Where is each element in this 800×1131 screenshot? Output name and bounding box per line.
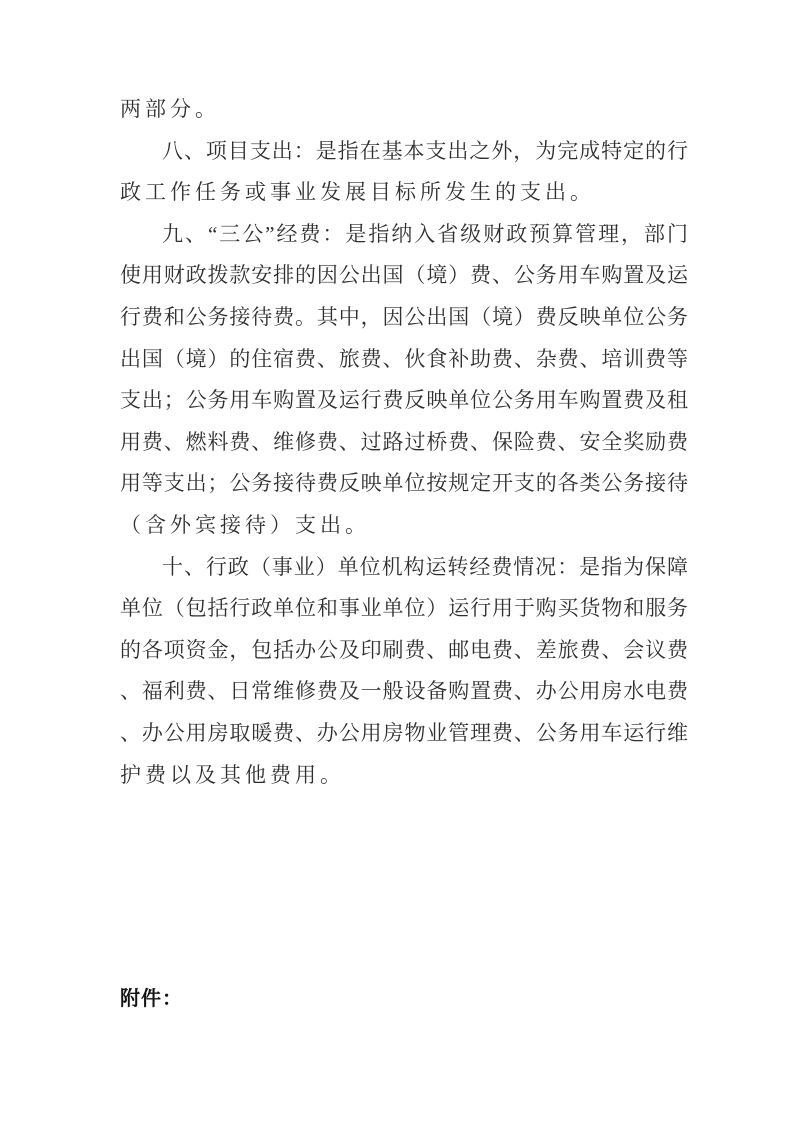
text-line: 出国（境）的住宿费、旅费、伙食补助费、杂费、培训费等 [120, 346, 688, 371]
text-line: 八、项目支出：是指在基本支出之外，为完成特定的行 [162, 138, 688, 163]
text-line: 、福利费、日常维修费及一般设备购置费、办公用房水电费 [120, 679, 688, 704]
text-line: 用费、燃料费、维修费、过路过桥费、保险费、安全奖励费 [120, 429, 688, 454]
text-line: 十、行政（事业）单位机构运转经费情况：是指为保障 [162, 554, 688, 579]
attachment-heading: 附件： [120, 988, 183, 1010]
text-line: 的各项资金，包括办公及印刷费、邮电费、差旅费、会议费 [120, 637, 688, 662]
text-line: 、办公用房取暖费、办公用房物业管理费、公务用车运行维 [120, 720, 688, 745]
text-line: 使用财政拨款安排的因公出国（境）费、公务用车购置及运 [120, 263, 688, 288]
text-line: 九、“三公”经费：是指纳入省级财政预算管理，部门 [162, 221, 688, 246]
text-line: 两部分。 [120, 97, 220, 121]
text-line: （含外宾接待）支出。 [120, 512, 370, 537]
body-text-block [120, 89, 688, 796]
text-line: 政工作任务或事业发展目标所发生的支出。 [120, 180, 595, 205]
text-line: 护费以及其他费用。 [120, 762, 345, 787]
text-line: 用等支出；公务接待费反映单位按规定开支的各类公务接待 [120, 471, 688, 496]
text-line: 单位（包括行政单位和事业单位）运行用于购买货物和服务 [120, 596, 688, 621]
text-line: 支出；公务用车购置及运行费反映单位公务用车购置费及租 [120, 388, 688, 413]
text-line: 行费和公务接待费。其中，因公出国（境）费反映单位公务 [120, 304, 688, 329]
